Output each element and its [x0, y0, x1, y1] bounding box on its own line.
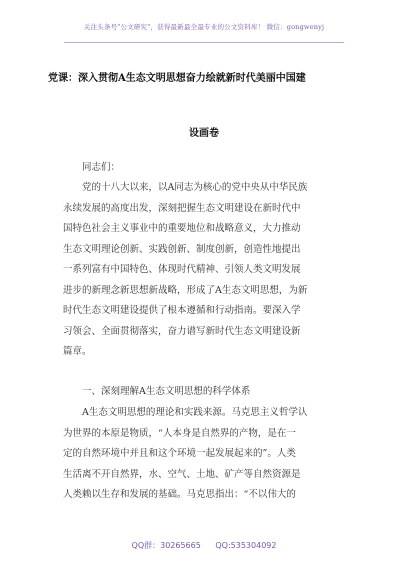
paragraph-line: 时代生态文明建设提供了根本遵循和行动指南。要深入学	[63, 305, 301, 316]
paragraph-section-1	[63, 403, 345, 506]
paragraph-line: 进步的新理念新思想新战略，形成了A生态文明思想，为新	[63, 284, 308, 296]
paragraph-intro	[63, 178, 345, 363]
paragraph-line: 党的十八大以来，以A同志为核心的党中央从中华民族	[82, 182, 308, 193]
paragraph-line: 人类赖以生存和发展的基础。马克思指出：“不以伟大的	[63, 489, 296, 500]
paragraph-line: A生态文明思想的理论和实践来源。马克思主义哲学认	[82, 407, 308, 418]
paragraph-line: 国特色社会主义事业中的重要地位和战略意义，大力推动	[63, 223, 301, 234]
paragraph-line: 生态文明理论创新、实践创新、制度创新，创造性地提出	[63, 243, 301, 255]
paragraph-line: 永续发展的高度出发，深刻把握生态文明建设在新时代中	[63, 202, 301, 214]
salutation: 同志们：	[82, 162, 121, 173]
footer-qq-group: QQ群：30265665	[131, 541, 201, 550]
header-divider	[64, 42, 344, 43]
paragraph-line: 篇章。	[63, 346, 92, 357]
paragraph-line: 定的自然环境中并且和这个环境一起发展起来的”。人类	[63, 448, 296, 459]
footer-contact	[0, 540, 408, 551]
footer-qq-number: QQ:535304092	[215, 541, 277, 550]
header-banner: 关注头条号"公文研究"，获得最新最全最专业的公文资料库！ 微信：gongwenyj	[83, 23, 325, 31]
paragraph-line: 一系列富有中国特色、体现时代精神、引领人类文明发展	[63, 264, 301, 275]
paragraph-line: 习领会、全面贯彻落实，奋力谱写新时代生态文明建设新	[63, 325, 301, 337]
document-title-line-1: 党课：深入贯彻A生态文明思想奋力绘就新时代美丽中国建	[48, 73, 306, 84]
section-heading-1: 一、深刻理解A生态文明思想的科学体系	[82, 386, 251, 397]
paragraph-line: 为世界的本原是物质，“人本身是自然界的产物，是在一	[63, 427, 296, 439]
paragraph-line: 生活离不开自然界，水、空气、土地、矿产等自然资源是	[63, 468, 301, 480]
document-title-line-2: 设画卷	[189, 128, 219, 139]
